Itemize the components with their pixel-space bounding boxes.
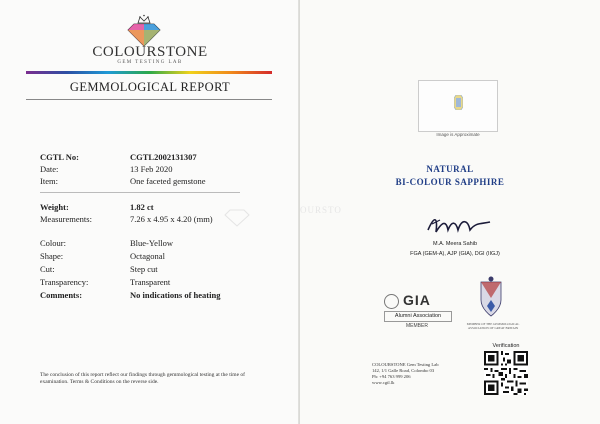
field-value: CGTL2002131307 xyxy=(130,152,197,162)
gem-a-crest-icon xyxy=(478,276,504,318)
field-label: Colour: xyxy=(40,238,66,248)
gia-mark: GIA xyxy=(403,292,431,308)
field-label: CGTL No: xyxy=(40,152,79,162)
identification-line-2: BI-COLOUR SAPPHIRE xyxy=(395,177,505,187)
field-value: Octagonal xyxy=(130,251,165,261)
field-value: No indications of heating xyxy=(130,290,221,300)
address-line: Ph: +94 763 999 206 xyxy=(372,374,411,379)
address-line: COLOURSTONE Gem Testing Lab xyxy=(372,362,439,367)
field-label: Comments: xyxy=(40,290,83,300)
field-value: 7.26 x 4.95 x 4.20 (mm) xyxy=(130,214,213,224)
field-label: Weight: xyxy=(40,202,69,212)
watermark-text: OURSTO xyxy=(300,205,342,215)
field-label: Item: xyxy=(40,176,58,186)
signatory-credentials: FGA (GEM-A), AJP (GIA), DGI (IIGJ) xyxy=(410,251,500,257)
rainbow-divider xyxy=(26,71,272,74)
field-label: Transparency: xyxy=(40,277,89,287)
verification-label: Verification xyxy=(492,343,520,349)
signature xyxy=(420,210,500,240)
gemstone-image xyxy=(418,80,498,132)
field-value: Blue-Yellow xyxy=(130,238,174,248)
section-rule xyxy=(40,192,240,193)
gia-alumni-label: Alumni Association xyxy=(384,311,452,322)
footer-disclaimer: The conclusion of this report reflect our findings through gemmological testing at the time of examination. Terms & Conditions on the reverse side. xyxy=(40,372,245,385)
gia-logo xyxy=(384,292,474,310)
field-value: Transparent xyxy=(130,277,171,287)
brand-subtitle: GEM TESTING LAB xyxy=(117,60,183,65)
gia-seal-icon xyxy=(384,294,399,309)
field-value: 1.82 ct xyxy=(130,202,154,212)
field-label: Date: xyxy=(40,164,59,174)
address-line: 142, 1/1 Galle Road, Colombo 03 xyxy=(372,368,435,373)
verification-qr-code[interactable] xyxy=(484,351,528,395)
gemstone-icon xyxy=(454,95,463,110)
crest-caption: MEMBER OF THE GEMMOLOGICAL ASSOCIATION OF GREAT BRITAIN xyxy=(466,322,520,330)
title-rule xyxy=(26,99,272,100)
right-page xyxy=(300,0,600,424)
watermark-gem-icon xyxy=(222,206,252,228)
gia-member-label: MEMBER xyxy=(406,323,428,329)
address-line: www.cgtl.lk xyxy=(372,380,395,385)
field-value: 13 Feb 2020 xyxy=(130,164,173,174)
signatory-name: M.A. Meera Sahib xyxy=(432,241,478,247)
image-caption: Image is Approximate xyxy=(436,132,480,137)
field-label: Measurements: xyxy=(40,214,92,224)
field-value: One faceted gemstone xyxy=(130,176,206,186)
report-title: GEMMOLOGICAL REPORT xyxy=(69,80,231,94)
brand-name: COLOURSTONE xyxy=(92,44,208,60)
field-label: Cut: xyxy=(40,264,55,274)
lab-address xyxy=(372,362,472,386)
field-label: Shape: xyxy=(40,251,64,261)
field-value: Step cut xyxy=(130,264,158,274)
identification-line-1: NATURAL xyxy=(426,164,474,174)
